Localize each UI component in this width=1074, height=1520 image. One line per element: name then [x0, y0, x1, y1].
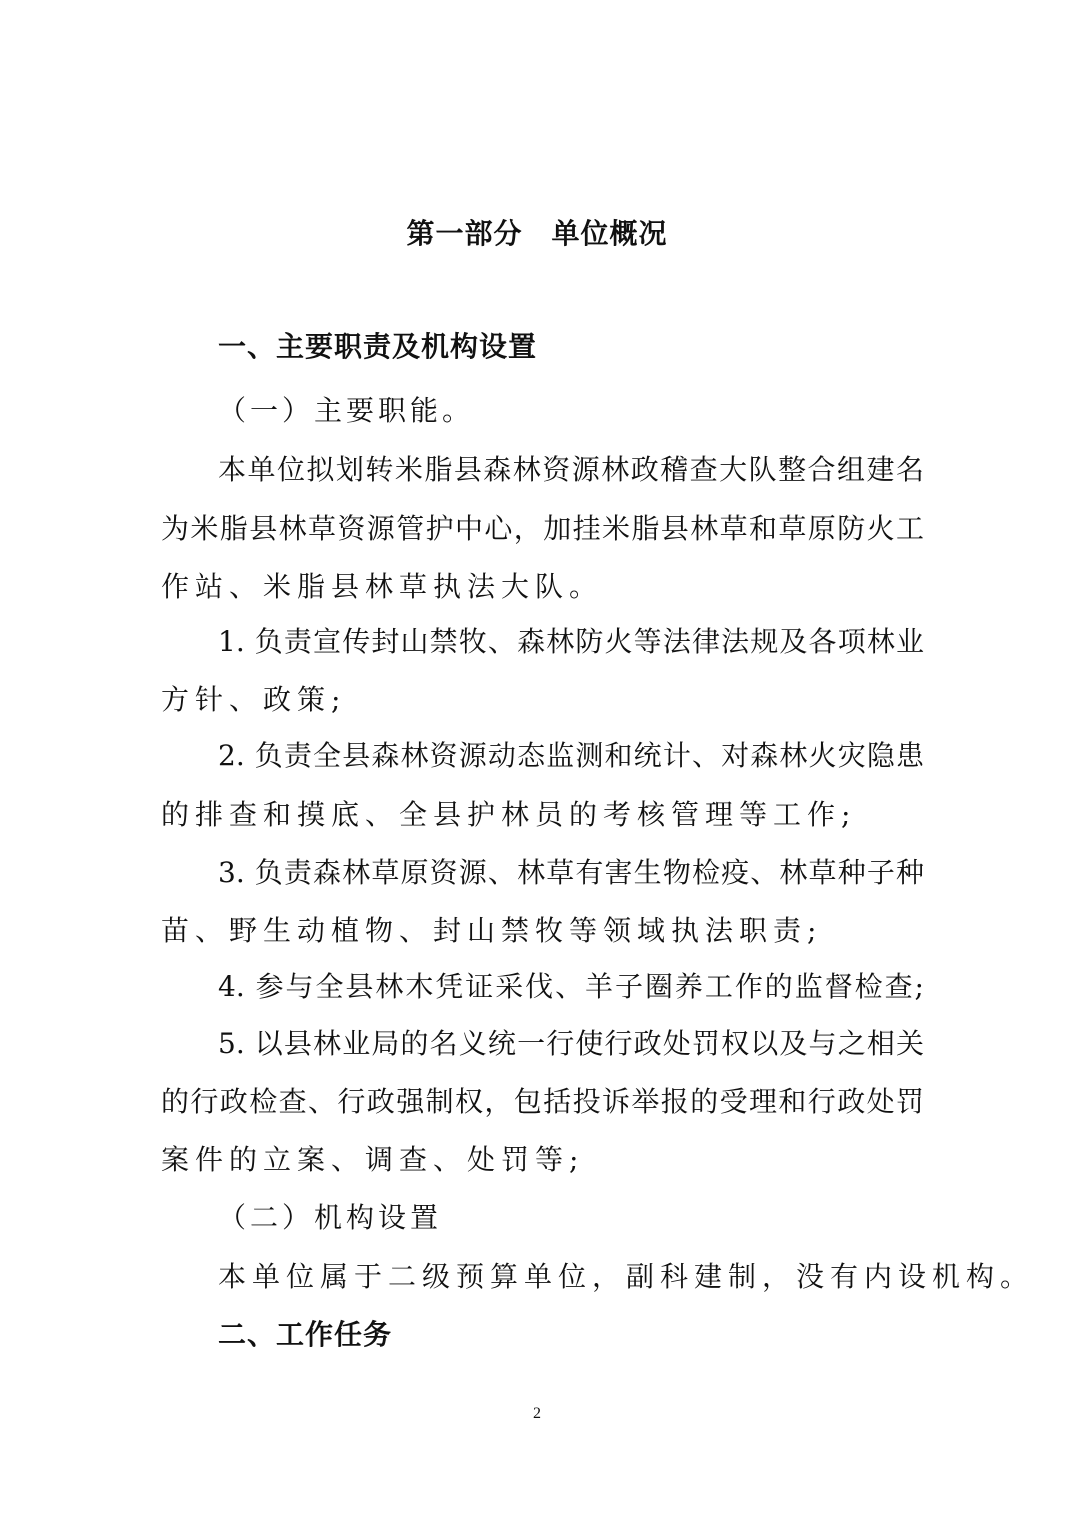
intro-paragraph-line: 作站、米脂县林草执法大队。 [161, 570, 604, 603]
duty-item-5-line: 的行政检查、行政强制权，包括投诉举报的受理和行政处罚 [161, 1085, 924, 1118]
part-title: 第一部分 单位概况 [406, 217, 668, 250]
intro-paragraph-line: 为米脂县林草资源管护中心，加挂米脂县林草和草原防火工 [161, 512, 924, 545]
duty-item-5-line: 5. 以县林业局的名义统一行使行政处罚权以及与之相关 [218, 1027, 924, 1060]
subsection-heading-organization: （二）机构设置 [218, 1201, 443, 1234]
duty-item-5-line: 案件的立案、调查、处罚等; [161, 1143, 585, 1176]
subsection-heading-main-functions: （一）主要职能。 [218, 394, 475, 427]
duty-item-3-line: 3. 负责森林草原资源、林草有害生物检疫、林草种子种 [218, 856, 924, 889]
page-number: 2 [533, 1405, 541, 1422]
duty-item-3-line: 苗、野生动植物、封山禁牧等领域执法职责; [161, 914, 823, 947]
organization-paragraph: 本单位属于二级预算单位，副科建制，没有内设机构。 [218, 1260, 1035, 1293]
intro-paragraph-line: 本单位拟划转米脂县森林资源林政稽查大队整合组建名 [218, 453, 924, 486]
section-heading-duties-and-organization: 一、主要职责及机构设置 [218, 330, 538, 363]
duty-item-2-line: 2. 负责全县森林资源动态监测和统计、对森林火灾隐患 [218, 739, 924, 772]
duty-item-1-line: 方针、政策; [161, 683, 347, 716]
duty-item-4-line: 4. 参与全县林木凭证采伐、羊子圈养工作的监督检查; [218, 970, 924, 1003]
section-heading-work-tasks: 二、工作任务 [218, 1318, 393, 1351]
duty-item-2-line: 的排查和摸底、全县护林员的考核管理等工作; [161, 798, 857, 831]
duty-item-1-line: 1. 负责宣传封山禁牧、森林防火等法律法规及各项林业 [218, 625, 924, 658]
